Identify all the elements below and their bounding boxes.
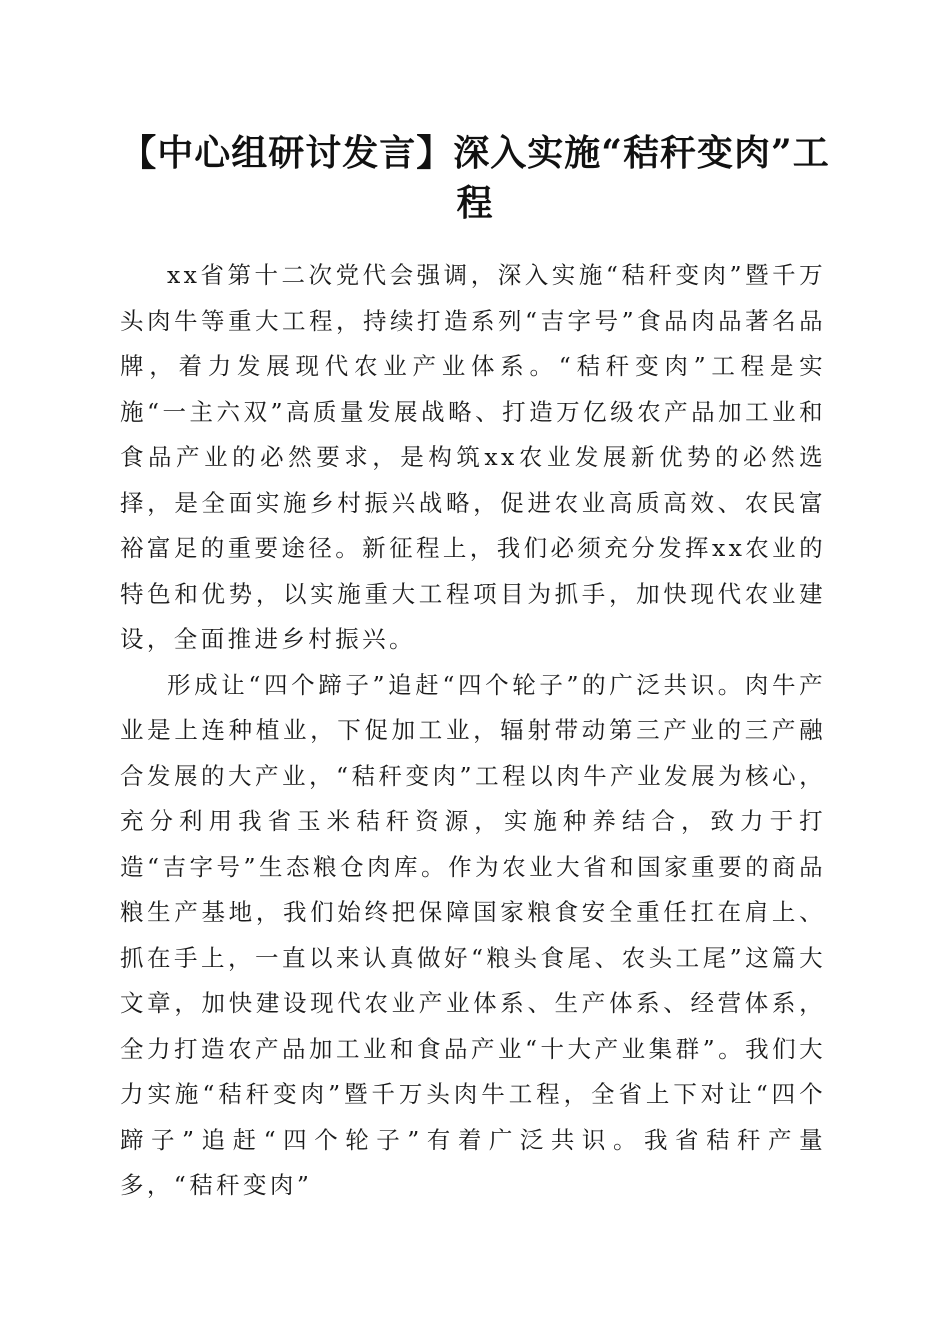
document-body [120, 253, 826, 1209]
paragraph: xx省第十二次党代会强调，深入实施“秸秆变肉”暨千万头肉牛等重大工程，持续打造系列“吉字号”食品肉品著名品牌，着力发展现代农业产业体系。“秸秆变肉”工程是实施“一主六双”高质量发展战略、打造万亿级农产品加工业和食品产业的必然要求，是构筑xx农业发展新优势的必然选择，是全面实施乡村振兴战略，促进农业高质高效、农民富裕富足的重要途径。新征程上，我们必须充分发挥xx农业的特色和优势，以实施重大工程项目为抓手，加快现代农业建设，全面推进乡村振兴。 [120, 261, 826, 653]
paragraph: 形成让“四个蹄子”追赶“四个轮子”的广泛共识。肉牛产业是上连种植业，下促加工业，辐射带动第三产业的三产融合发展的大产业，“秸秆变肉”工程以肉牛产业发展为核心，充分利用我省玉米秸秆资源，实施种养结合，致力于打造“吉字号”生态粮仓肉库。作为农业大省和国家重要的商品粮生产基地，我们始终把保障国家粮食安全重任扛在肩上、抓在手上，一直以来认真做好“粮头食尾、农头工尾”这篇大文章，加快建设现代农业产业体系、生产体系、经营体系，全力打造农产品加工业和食品产业“十大产业集群”。我们大力实施“秸秆变肉”暨千万头肉牛工程，全省上下对让“四个蹄子”追赶“四个轮子”有着广泛共识。我省秸秆产量多，“秸秆变肉” [120, 670, 826, 1199]
document-title: 【中心组研讨发言】深入实施“秸秆变肉”工程 [120, 132, 830, 224]
